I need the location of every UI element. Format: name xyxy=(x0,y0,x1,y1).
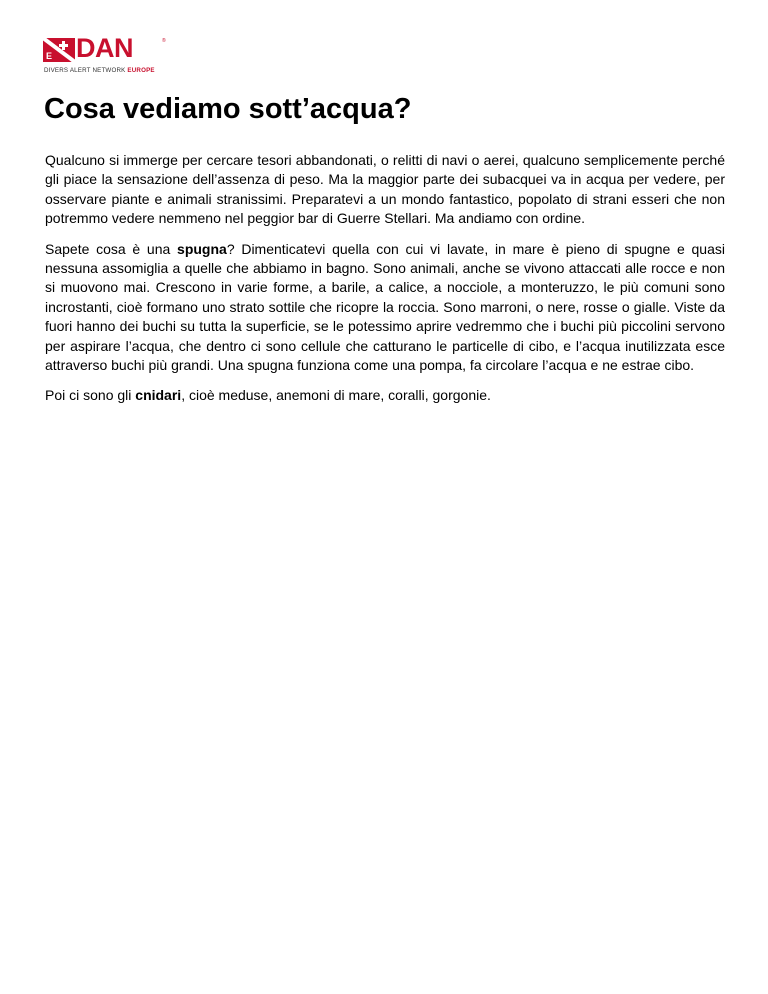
paragraph-spugna-lead: Sapete cosa è una xyxy=(45,240,178,257)
paragraph-spugna xyxy=(45,240,725,376)
logo-tagline-main: DIVERS ALERT NETWORK xyxy=(44,67,128,74)
term-spugna: spugna xyxy=(177,240,227,257)
logo-mark-letter: E xyxy=(46,51,53,61)
logo-registered-mark: ® xyxy=(162,38,166,44)
paragraph-cnidari-lead: Poi ci sono gli xyxy=(45,387,136,404)
paragraph-intro: Qualcuno si immerge per cercare tesori abbandonati, o relitti di navi o aerei, qualcuno semplicemente perché gli piace la sensazione dell’assenza di peso. Ma la maggior parte dei subacquei va in acqua per vedere, per osservare piante e animali stranissimi. Preparatevi a un mondo fantastico, popolato di strani esseri che non potremmo vedere nemmeno nel peggior bar di Guerre Stellari. Ma andiamo con ordine. xyxy=(45,152,725,227)
logo-tagline-region: EUROPE xyxy=(127,67,155,74)
paragraph-spugna-rest: ? Dimenticatevi quella con cui vi lavate, in mare è pieno di spugne e quasi nessuna assomiglia a quelle che abbiamo in bagno. Sono animali, anche se vivono attaccati alle rocce e non si muovono mai. Crescono in varie forme, a barile, a calice, a nocciole, a monteruzzo, le più comuni sono incrostanti, cioè formano uno strato sottile che ricopre la roccia. Sono marroni, o nere, rosse o gialle. Viste da fuori hanno dei buchi su tutta la superficie, se le potessimo aprire vedremmo che i buchi più piccolini servono per aspirare l’acqua, che dentro ci sono cellule che catturano le particelle di cibo, e l’acqua inutilizzata esce attraverso buchi più grandi. Una spugna funziona come una pompa, fa circolare l’acqua e ne estrae cibo. xyxy=(45,240,725,374)
term-cnidari: cnidari xyxy=(135,387,182,404)
page-title: Cosa vediamo sott’acqua? xyxy=(44,93,412,125)
dan-europe-logo xyxy=(43,33,173,76)
logo-tagline xyxy=(44,67,155,74)
dan-europe-flag-cross-icon xyxy=(43,38,75,62)
article-body xyxy=(45,151,725,417)
paragraph-cnidari xyxy=(45,386,725,405)
paragraph-cnidari-rest: , cioè meduse, anemoni di mare, coralli, gorgonie. xyxy=(181,387,491,404)
logo-wordmark: DAN xyxy=(76,33,133,63)
